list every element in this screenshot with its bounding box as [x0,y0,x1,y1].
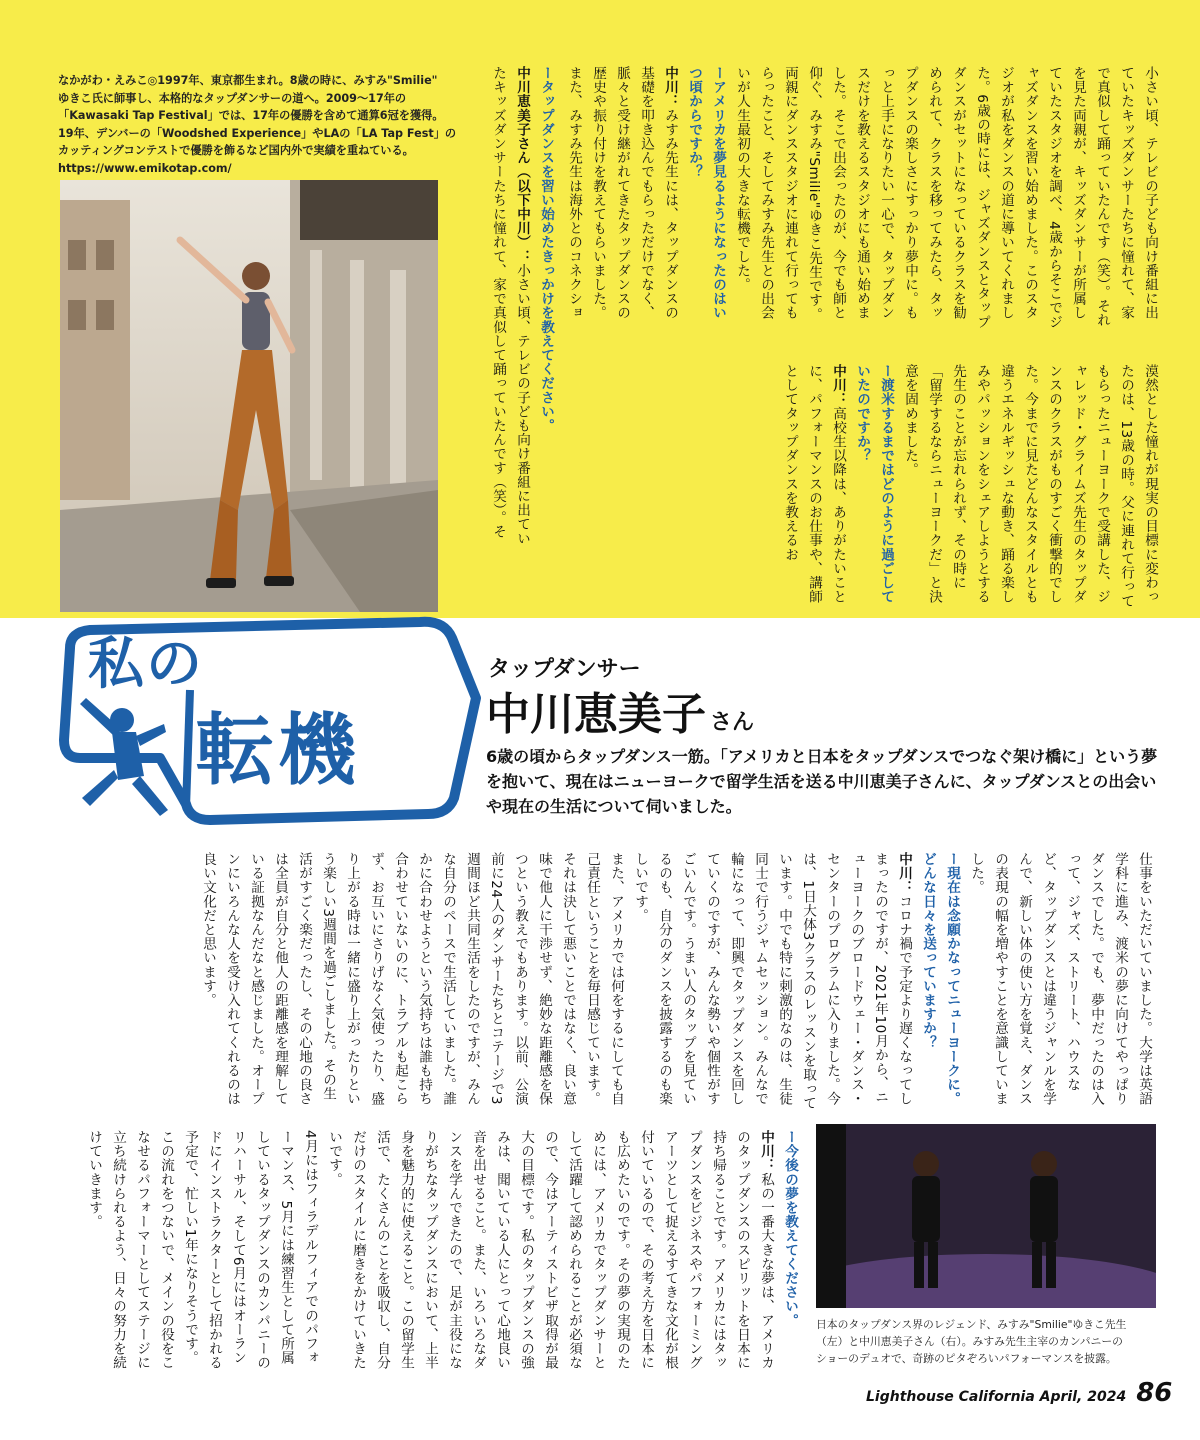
answer-text: 小さい頃、テレビの子ども向け番組に出ていたキッズダンサーたちに憧れて、家で真似して踊っていたんです（笑）。そ [490,66,530,546]
question-heading: ーアメリカを夢見るようになったのはいつ頃からですか？ [686,66,726,320]
answer-text: 漠然とした憧れが現実の目標に変わったのは、13歳の時。父に連れて行ってもらったニューヨークで受講した、ジャレッド・グライムズ先生のタップダンスのクラスがものすごく衝撃的でした。今までに見たどんなスタイルとも違うエネルギッシュな動き、踊る楽しみやパッションをシェアしようとする先生のことが忘れられず、その時に「留学するならニューヨークだ」と決意を固めました。 [902,364,1158,608]
lead-paragraph: 6歳の頃からタップダンス一筋。「アメリカと日本をタップダンスでつなぐ架け橋に」という夢を抱いて、現在はニューヨークで留学生活を送る中川恵美子さんに、タップダンスとの出会いや現在の生活について伺いました。 [486,747,1158,816]
sign-title-line1: 私の [88,632,204,697]
speaker-label: 中川： [830,364,846,407]
answer-text: コロナ禍で予定より遅くなってしまったのですが、2021年10月から、ニューヨークのブロードウェー・ダンス・センターのプログラムに入りました。今は、1日大体3クラスのレッスンを取っています。中でも特に刺激的なのは、生徒同士で行うジャムセッション。みんなで輪になって、即興でタップダンスを回していくのですが、みんな勢いや個性がすごいんです。うまい人のタップを見ているのも、自分のダンスを披露するのも楽しいです。 [632,852,912,1110]
speaker-label: 中川： [758,1130,774,1173]
caption-line: ゆきこ氏に師事し、本格的なタップダンサーの道へ。2009～17年の [58,91,407,105]
publication-name: Lighthouse California April, 2024 [866,1389,1127,1405]
question-heading: ー渡米するまではどのように過ごしていたのですか？ [854,364,894,604]
caption-line: 19年、デンバーの「Woodshed Experience」やLAの「LA Tap Fest」の [58,126,457,140]
speaker-label: 中川： [662,66,678,109]
subject-name [486,678,754,742]
question-heading: ータップダンスを習い始めたきっかけを教えてください。 [538,66,554,433]
answer-text: 私の一番大きな夢は、アメリカのタップダンスのスピリットを日本に持ち帰ることです。アメリカにはタップダンスをビジネスやパフォーミングアーツとして捉えるすてきな文化が根付いているので、その考え方を日本にも広めたいのです。その夢の実現のためには、アメリカでタップダンサーとして活躍して認められることが必須なので、今はアーティストビザ取得が最大の目標です。私のタップダンスの強みは、聞いている人にとって心地良い音を出せること。また、いろいろなダンスを学んできたので、足が主役になりがちなタップダンスにおいて、上半身を魅力的に使えること。この留学生活で、たくさんのことを吸収し、自分だけのスタイルに磨きをかけていきたいです。 [326,1130,774,1370]
answer-text: みすみ先生には、タップダンスの基礎を叩き込んでもらっただけでなく、脈々と受け継がれてきたタップダンスの歴史や振り付けを教えてもらいました。また、みすみ先生は海外とのコネクショ [566,66,678,320]
question-heading: ー現在は念願かなってニューヨークに。どんな日々を送っていますか？ [920,852,960,1106]
caption-line: 日本のタップダンス界のレジェンド、みすみ"Smilie"ゆきこ先生 [816,1318,1127,1331]
subject-role: タップダンサー [488,657,641,682]
subject-name-text: 中川恵美子 [486,689,706,740]
caption-line: 「Kawasaki Tap Festival」では、17年の優勝を含めて通算6冠を獲得。 [58,109,444,123]
caption-line: カッティングコンテストで優勝を飾るなど国内外で実績を重ねている。 [58,144,414,158]
page-number: 86 [1136,1378,1173,1408]
speaker-label: 中川： [896,852,912,895]
stage-duo-photo [816,1124,1156,1308]
subject-name-suffix: さん [710,710,755,735]
page-footer [866,1378,1172,1408]
caption-line: （左）と中川恵美子さん（右）。みすみ先生主宰のカンパニーの [816,1335,1123,1348]
answer-text: 高校生以降は、ありがたいことに、パフォーマンスのお仕事や、講師としてタップダンスを教えるお [782,364,846,604]
caption-url: https://www.emikotap.com/ [58,161,232,175]
dancer-street-photo [60,180,438,612]
answer-text: 仕事をいただいていました。大学は英語学科に進み、渡米の夢に向けてやっぱりダンスでした。でも、夢中だったのは入って、ジャズ、ストリート、ハウスなど、タップダンスとは違うジャンルを学んで、新しい体の使い方を覚え、ダンスの表現の幅を増やすことを意識していました。 [968,852,1152,1106]
answer-text: また、アメリカでは何をするにしても自己責任ということを毎日感じています。それは決して悪いことではなく、良い意味で他人に干渉せず、絶妙な距離感を保つという教えでもあります。以前、公演前に24人のダンサーたちとコテージで3週間ほど共同生活をしたのですが、みんな自分のペースで生活していました。誰かに合わせようという気持ちは誰も持ち合わせていないのに、トラブルも起こらず、お互いにさりげなく気使ったり、盛り上がる時は一緒に盛り上がったりという楽しい3週間を過ごしました。その生活がすごく楽だったし、その心地の良さは全員が自分と他人の距離感を理解している証拠なんだなと感じました。オープンにいろんな人を受け入れてくれるのは良い文化だと思います。 [200,852,624,1106]
sign-title-line2: 転機 [196,706,361,796]
caption-line: なかがわ・えみこ◎1997年、東京都生まれ。8歳の時に、みすみ"Smilie" [58,74,438,87]
bottom-column-lower [66,1130,802,1370]
speaker-label: 中川恵美子さん（以下中川）： [514,66,530,264]
answer-text: 小さい頃、テレビの子ども向け番組に出ていたキッズダンサーたちに憧れて、家で真似して踊っていたんです（笑）。それを見た両親が、キッズダンサーが所属していたスタジオを調べ、4歳からそこでジャズダンスを習い始めました。このスタジオが私をダンスの道に導いてくれました。6歳の時には、ジャズダンスとタップダンスがセットになっているクラスを勧められて、クラスを移ってみたら、タップダンスの楽しさにすっかり夢中に。もっと上手になりたい一心で、タップダンスだけを教えるスタジオにも通い始めました。そこで出会ったのが、今でも師と仰ぐ、みすみ"Smilie"ゆきこ先生です。両親にダンススタジオに連れて行ってもらったこと、そしてみすみ先生との出会いが人生最初の大きな転機でした。 [734,66,1158,329]
top-column-right-2 [562,66,1162,330]
question-heading: ー今後の夢を教えてください。 [782,1130,798,1328]
caption-line: ショーのデュオで、奇跡のピタぞろいパフォーマンスを披露。 [816,1352,1117,1365]
answer-text: 4月にはフィラデルフィアでのパフォーマンス、5月には練習生として所属しているタップダンスのカンパニーのリハーサル、そして6月にはオーランドにインストラクターとして招かれる予定で、忙しい1年になりそうです。この流れをつないで、メインの役をこなせるパフォーマーとしてステージに立ち続けられるよう、日々の努力を続けていきます。 [86,1130,318,1370]
stage-photo-caption [816,1316,1166,1367]
top-column-left [482,364,1162,608]
bottom-column-upper [66,852,1156,1110]
profile-caption [58,72,457,178]
